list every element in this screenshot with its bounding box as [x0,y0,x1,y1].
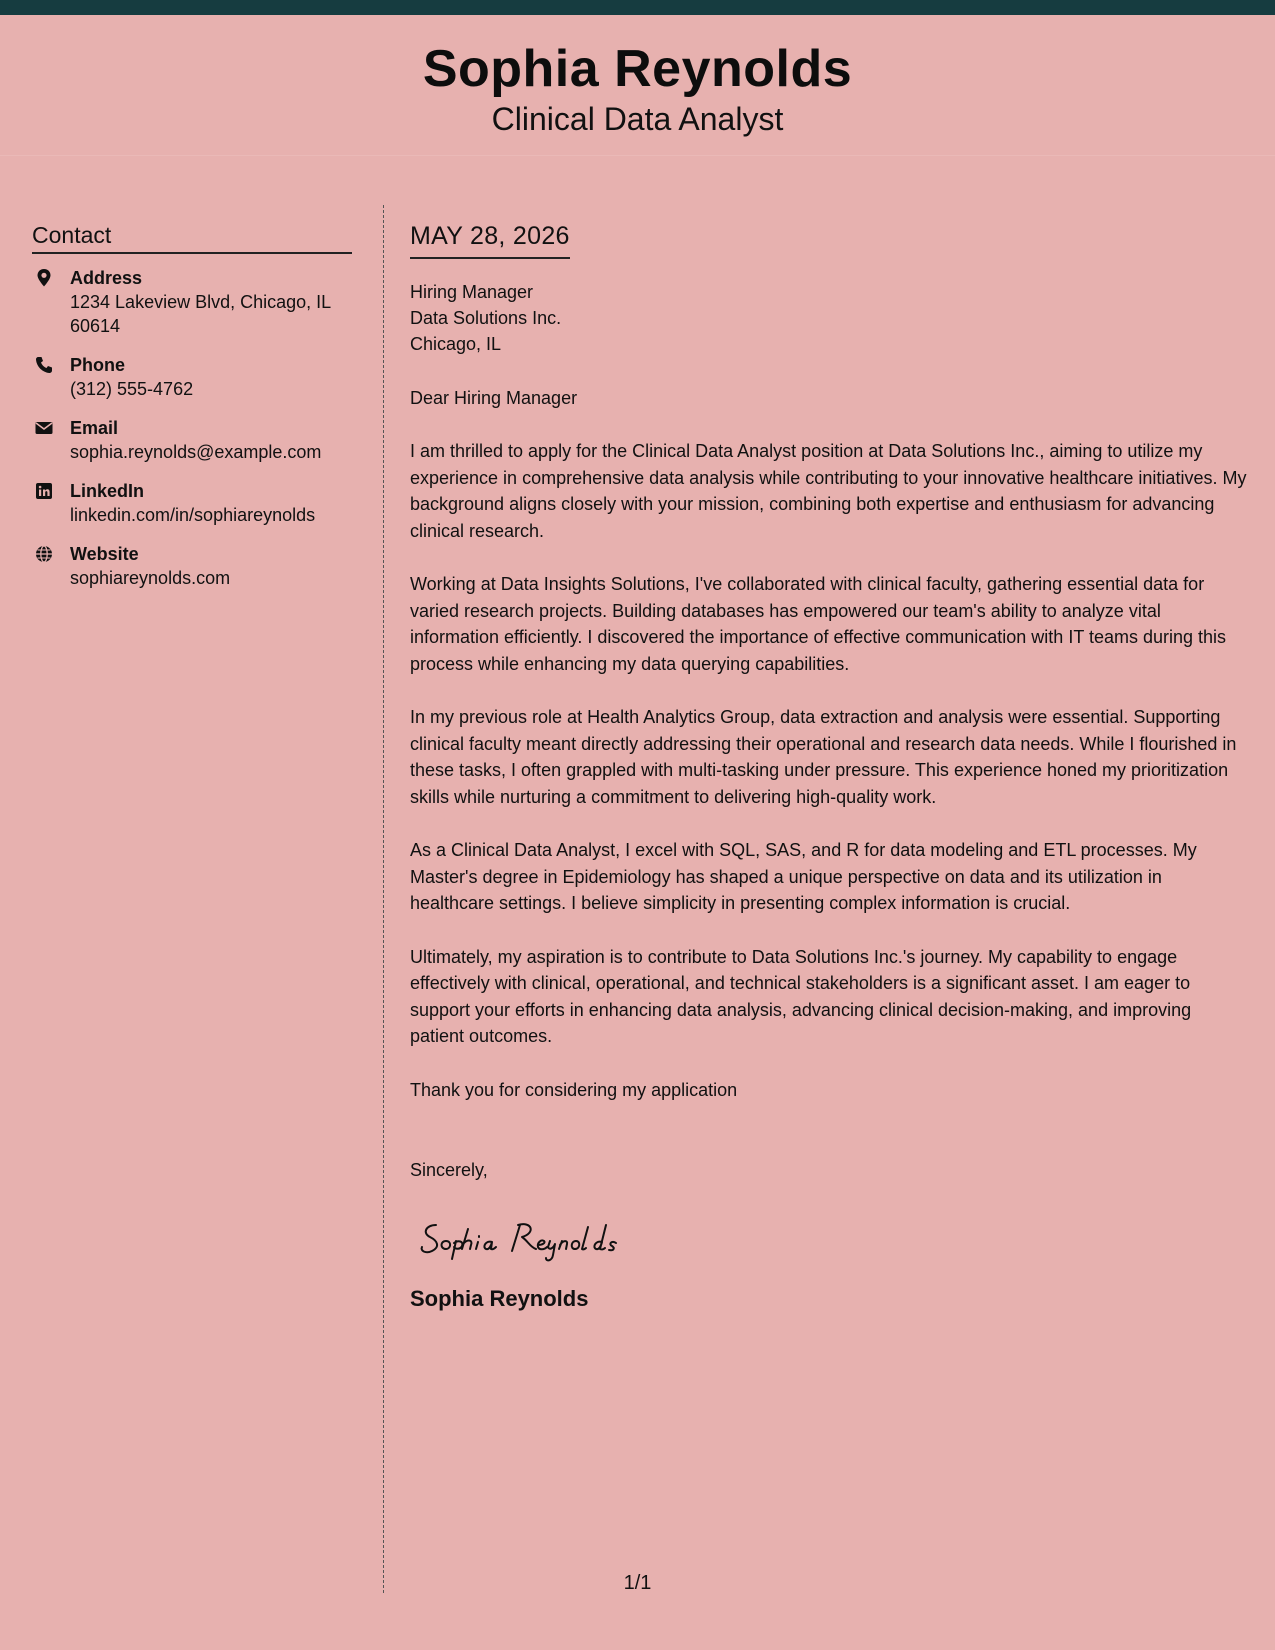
contact-item-website [32,542,352,590]
job-title: Clinical Data Analyst [491,101,784,137]
contact-item-phone [32,353,352,401]
contact-label: Address [70,268,143,288]
letter-paragraph: As a Clinical Data Analyst, I excel with SQL, SAS, and R for data modeling and ETL processes. My Master's degree in Epidemiology has shaped a unique perspective on data and its utilization in healthcare settings. I believe simplicity in presenting complex information is crucial. [410,840,1197,913]
salutation: Dear Hiring Manager [410,388,578,408]
page-number: 1/1 [623,1572,652,1594]
email-value: sophia.reynolds@example.com [70,442,322,462]
contact-sidebar [32,222,352,605]
letter-paragraph: In my previous role at Health Analytics Group, data extraction and analysis were essential. Supporting clinical faculty meant directly addressing their operational and research data needs. While I flourished in these tasks, I often grappled with multi-tasking under pressure. This experience honed my prioritization skills while nurturing a commitment to delivering high-quality work. [410,707,1237,807]
address-value: 1234 Lakeview Blvd, Chicago, IL 60614 [70,292,331,336]
envelope-icon [34,418,54,438]
contact-label: Email [70,418,119,438]
linkedin-value: linkedin.com/in/sophiareynolds [70,505,316,525]
page-header [0,15,1275,156]
globe-icon [34,544,54,564]
map-pin-icon [34,268,54,288]
contact-item-address [32,266,352,338]
top-accent-bar [0,0,1275,15]
phone-value: (312) 555-4762 [70,379,194,399]
applicant-name: Sophia Reynolds [422,40,853,98]
letter-date: MAY 28, 2026 [410,222,570,259]
letter-body [410,222,1248,1312]
contact-item-linkedin [32,479,352,527]
contact-label: Phone [70,355,126,375]
recipient-block [410,279,1248,357]
website-value: sophiareynolds.com [70,568,231,588]
linkedin-icon [34,481,54,501]
contact-heading: Contact [32,222,352,254]
contact-item-email [32,416,352,464]
phone-icon [34,355,54,375]
handwritten-signature [418,1213,678,1265]
recipient-line: Hiring Manager [410,282,534,302]
letter-paragraph: Working at Data Insights Solutions, I've collaborated with clinical faculty, gathering essential data for varied research projects. Building databases has empowered our team's ability to analyze vital information efficiently. I discovered the importance of effective communication with IT teams during this process while enhancing my data querying capabilities. [410,574,1227,674]
thanks-line: Thank you for considering my application [410,1079,738,1100]
letter-paragraph: Ultimately, my aspiration is to contribute to Data Solutions Inc.'s journey. My capability to engage effectively with clinical, operational, and technical stakeholders is a significant asset. I am eager to support your efforts in enhancing data analysis, advancing clinical decision-making, and improving patient outcomes. [410,946,1192,1046]
contact-label: Website [70,544,139,564]
signer-name: Sophia Reynolds [410,1285,589,1311]
contact-label: LinkedIn [70,481,145,501]
recipient-line: Data Solutions Inc. [410,308,562,328]
letter-paragraph: I am thrilled to apply for the Clinical Data Analyst position at Data Solutions Inc., aiming to utilize my experience in comprehensive data analysis while contributing to your innovative healthcare initiatives. My background aligns closely with your mission, combining both expertise and enthusiasm for advancing clinical research. [410,441,1247,541]
recipient-line: Chicago, IL [410,334,502,354]
closing-line: Sincerely, [410,1159,488,1180]
column-divider [383,205,384,1593]
